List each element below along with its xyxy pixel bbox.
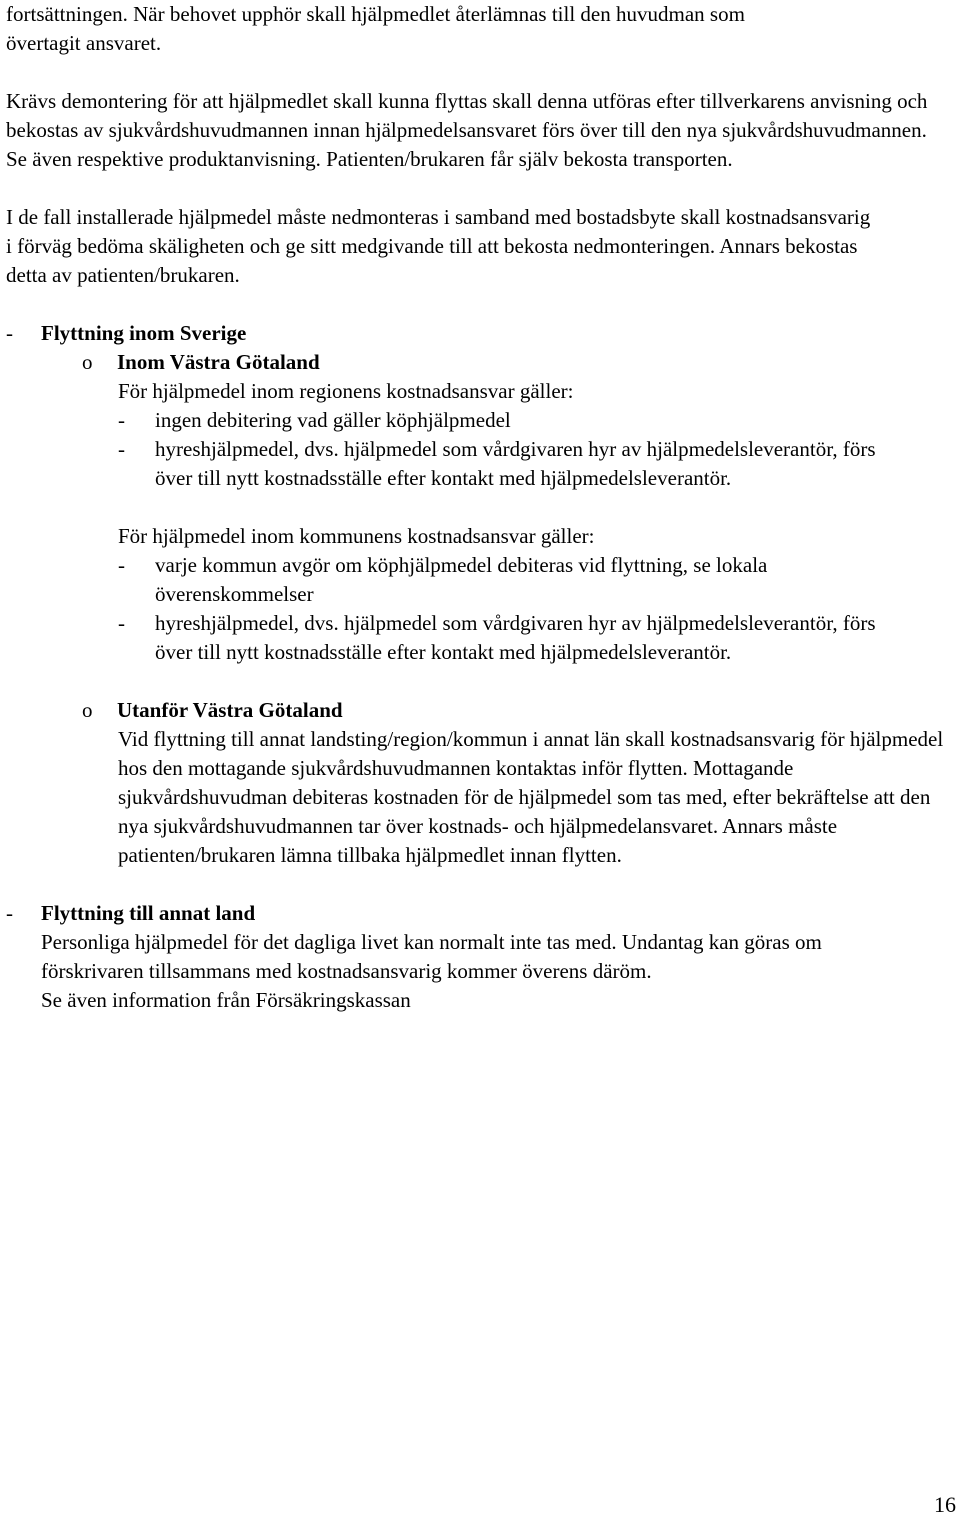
section-heading-row: [6, 899, 956, 928]
document-page: [6, 0, 956, 1015]
list-item-text: varje kommun avgör om köphjälpmedel debiteras vid flyttning, se lokala överenskommelser: [155, 553, 768, 606]
list-item: [118, 551, 956, 609]
list-item: [118, 406, 956, 435]
section-heading: Flyttning till annat land: [41, 901, 256, 925]
section-heading: Flyttning inom Sverige: [41, 321, 247, 345]
circle-bullet: o: [82, 698, 93, 722]
subsection-heading-row: [82, 696, 956, 725]
dash-bullet: -: [118, 408, 125, 432]
list-item: [118, 609, 956, 667]
demontering-paragraph: Krävs demontering för att hjälpmedlet skall kunna flyttas skall denna utföras efter tillverkarens anvisning och bekostas av sjukvårdshuvudmannen innan hjälpmedelsansvaret förs över till den nya sjukvårdshuvudmannen. Se även respektive produktanvisning. Patienten/brukaren får själv bekosta transporten.: [6, 89, 928, 171]
nedmontering-paragraph: I de fall installerade hjälpmedel måste nedmonteras i samband med bostadsbyte skall kostnadsansvarig i förväg bedöma skäligheten och ge sitt medgivande till att bekosta nedmonteringen. Annars bekostas detta av patienten/brukaren.: [6, 205, 871, 287]
subsection-heading-vastra-gotaland: Inom Västra Götaland: [117, 350, 320, 374]
list-item: [118, 435, 956, 493]
list-item-text: ingen debitering vad gäller köphjälpmedel: [155, 408, 511, 432]
dash-bullet: -: [6, 321, 13, 345]
dash-bullet: -: [118, 553, 125, 577]
list-item-text: hyreshjälpmedel, dvs. hjälpmedel som vårdgivaren hyr av hjälpmedelsleverantör, förs över till nytt kostnadsställe efter kontakt med hjälpmedelsleverantör.: [155, 611, 876, 664]
subsection-heading-utanfor: Utanför Västra Götaland: [117, 698, 343, 722]
intro-line-2: övertagit ansvaret.: [6, 31, 162, 55]
kommun-intro: För hjälpmedel inom kommunens kostnadsansvar gäller:: [118, 524, 595, 548]
subsection-heading-row: [82, 348, 956, 377]
list-item-text: hyreshjälpmedel, dvs. hjälpmedel som vårdgivaren hyr av hjälpmedelsleverantör, förs över till nytt kostnadsställe efter kontakt med hjälpmedelsleverantör.: [155, 437, 876, 490]
section-heading-row: [6, 319, 956, 348]
region-intro: För hjälpmedel inom regionens kostnadsansvar gäller:: [118, 379, 574, 403]
dash-bullet: -: [118, 611, 125, 635]
dash-bullet: -: [118, 437, 125, 461]
see-also-line: Se även information från Försäkringskassan: [41, 988, 411, 1012]
abroad-paragraph: Personliga hjälpmedel för det dagliga livet kan normalt inte tas med. Undantag kan göras om förskrivaren tillsammans med kostnadsansvarig kommer överens däröm.: [41, 930, 822, 983]
circle-bullet: o: [82, 350, 93, 374]
utanfor-paragraph: Vid flyttning till annat landsting/region/kommun i annat län skall kostnadsansvarig för hjälpmedel hos den mottagande sjukvårdshuvudmannen kontaktas inför flytten. Mottagande sjukvårdshuvudman debiteras kostnaden för de hjälpmedel som tas med, efter bekräftelse att den nya sjukvårdshuvudmannen tar över kostnads- och hjälpmedelansvaret. Annars måste patienten/brukaren lämna tillbaka hjälpmedlet innan flytten.: [118, 727, 944, 867]
intro-line-1: fortsättningen. När behovet upphör skall hjälpmedlet återlämnas till den huvudman som: [6, 2, 745, 26]
dash-bullet: -: [6, 901, 13, 925]
page-number: 16: [934, 1492, 956, 1517]
section-flyttning-inom-sverige: [6, 319, 956, 870]
section-flyttning-till-annat-land: [6, 899, 956, 1015]
